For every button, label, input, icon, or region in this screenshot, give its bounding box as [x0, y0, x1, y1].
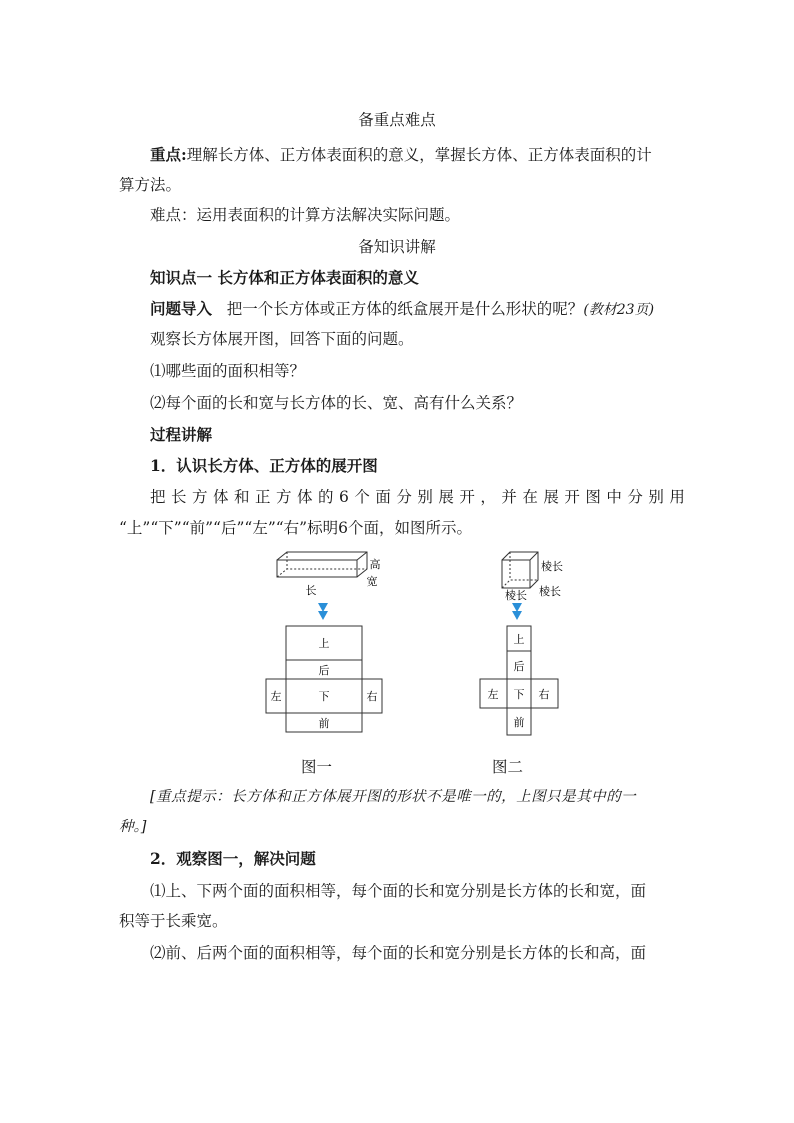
- key-point-text-cont: 算方法。: [119, 176, 182, 194]
- label-edge-2: 棱长: [539, 585, 561, 598]
- process-title: 过程讲解: [150, 425, 213, 444]
- net-face-top: 上: [513, 633, 525, 646]
- step-1-text: 把长方体和正方体的6个面分别展开，并在展开图中分别用: [150, 488, 691, 506]
- question-2: ⑵每个面的长和宽与长方体的长、宽、高有什么关系？: [150, 394, 523, 412]
- section-title-knowledge: 备知识讲解: [358, 238, 436, 256]
- down-arrow-icon: [512, 603, 522, 620]
- intro-label: 问题导入: [150, 299, 213, 318]
- net-face-left: 左: [270, 690, 282, 703]
- label-edge-3: 棱长: [505, 589, 527, 602]
- key-point-label: 重点:: [150, 145, 187, 164]
- net-face-bottom: 下: [513, 688, 525, 701]
- net-face-left: 左: [487, 688, 499, 701]
- net-face-front: 前: [513, 716, 525, 729]
- intro-text: 把一个长方体或正方体的纸盒展开是什么形状的呢？: [226, 300, 584, 318]
- question-1: ⑴哪些面的面积相等？: [150, 362, 306, 380]
- net-face-back: 后: [318, 664, 330, 677]
- figure-2: [470, 548, 580, 743]
- net-face-bottom: 下: [318, 690, 330, 703]
- figure-2-caption: 图二: [492, 758, 524, 776]
- net-face-back: 后: [513, 660, 525, 673]
- key-tip: [重点提示：长方体和正方体展开图的形状不是唯一的，上图只是其中的一: [150, 789, 637, 805]
- step-2-point-1-cont: 积等于长乘宽。: [119, 912, 228, 930]
- key-tip-cont: 种。]: [119, 819, 147, 835]
- label-width: 宽: [366, 575, 378, 588]
- label-edge-1: 棱长: [541, 560, 563, 573]
- step-2-point-1: ⑴上、下两个面的面积相等，每个面的长和宽分别是长方体的长和宽，面: [150, 882, 647, 900]
- figure-1: [255, 548, 395, 743]
- section-title-key-points: 备重点难点: [358, 111, 436, 129]
- difficult-point-line: [150, 205, 460, 225]
- cuboid-drawing: [277, 552, 367, 577]
- knowledge-point-1: 知识点一 长方体和正方体表面积的意义: [150, 268, 419, 287]
- net-face-right: 右: [366, 690, 378, 703]
- difficult-point-text: 运用表面积的计算方法解决实际问题。: [196, 206, 461, 224]
- figure-1-caption: 图一: [301, 758, 333, 776]
- step-1-text-cont: “上”“下”“前”“后”“左”“右”标明6个面，如图所示。: [119, 519, 472, 537]
- key-point-text: 理解长方体、正方体表面积的意义，掌握长方体、正方体表面积的计: [186, 146, 652, 164]
- step-2-point-2: ⑵前、后两个面的面积相等，每个面的长和宽分别是长方体的长和高，面: [150, 944, 647, 962]
- step-1-title: 1．认识长方体、正方体的展开图: [150, 456, 378, 475]
- textbook-ref: (教材23页): [583, 302, 655, 318]
- intro-line: [150, 299, 654, 320]
- label-height: 高: [369, 558, 381, 571]
- net-face-right: 右: [538, 688, 550, 701]
- observe-instruction: 观察长方体展开图，回答下面的问题。: [150, 330, 414, 348]
- net-face-front: 前: [318, 717, 330, 730]
- down-arrow-icon: [318, 603, 328, 620]
- difficult-point-label: 难点：: [150, 206, 197, 224]
- net-face-top: 上: [318, 637, 330, 650]
- cube-drawing: [502, 552, 538, 588]
- label-length: 长: [305, 584, 317, 597]
- key-point-line: [150, 145, 652, 165]
- step-2-title: 2．观察图一，解决问题: [150, 849, 316, 868]
